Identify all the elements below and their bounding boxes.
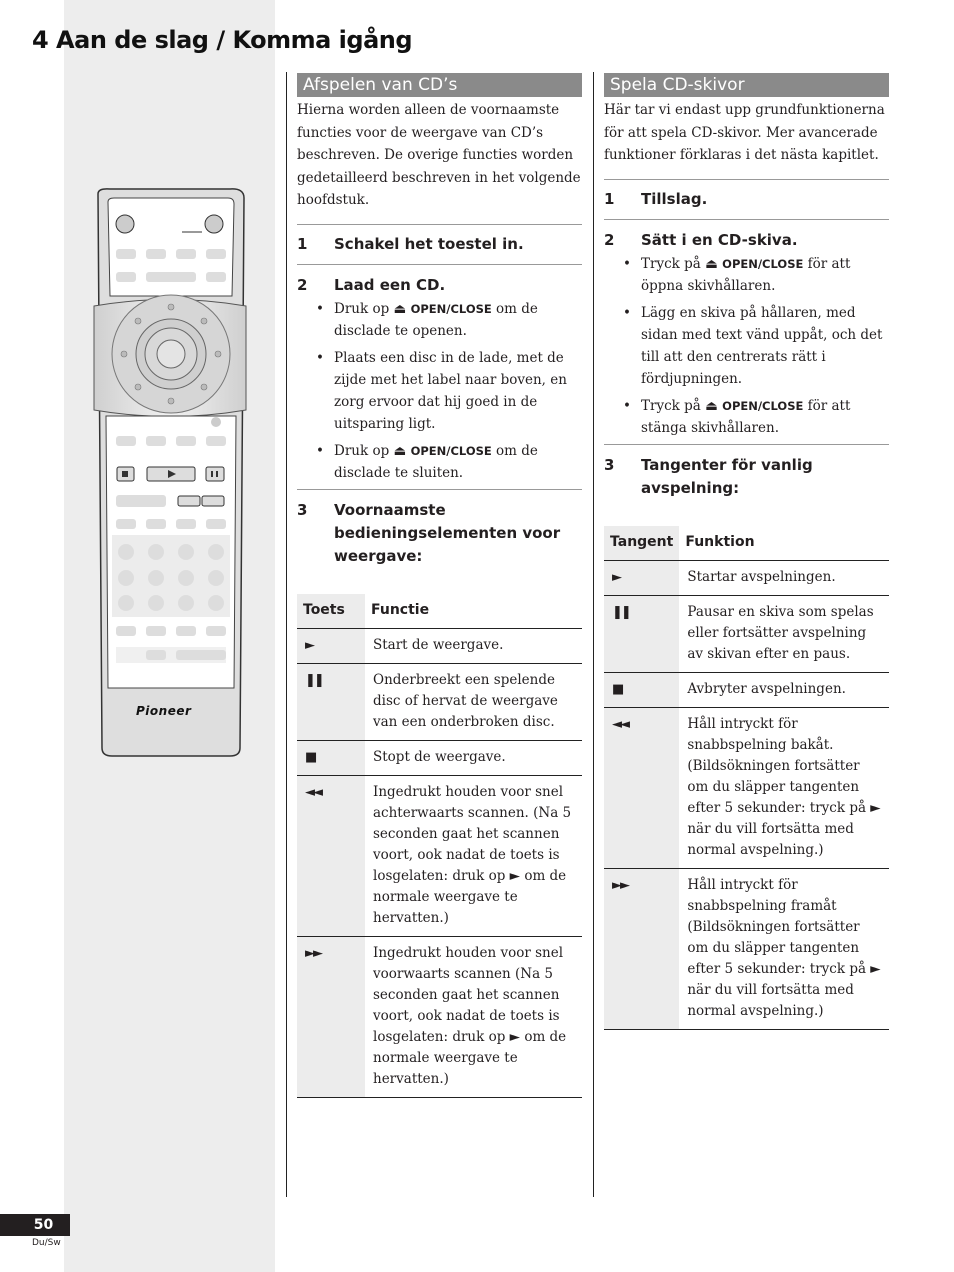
page-title: 4 Aan de slag / Komma igång — [32, 26, 413, 54]
table-header-key: Toets — [297, 594, 365, 629]
table-header-function: Funktion — [679, 526, 889, 561]
intro-text: Hierna worden alleen de voornaamste functies voor de weergave van CD’s beschreven. De overige functies worden gedetailleerd beschreven in het volgende hoofdstuk. — [297, 102, 581, 208]
list-item: • Lägg en skiva på hållaren, med sidan med text vänd uppåt, och det till att den centrerats rätt i fördjupningen. — [641, 302, 889, 390]
function-table — [297, 594, 582, 1098]
list-item: • Druk op ⏏ OPEN/CLOSE om de disclade te sluiten. — [334, 440, 582, 484]
step-1: 1 Schakel het toestel in. — [297, 234, 524, 253]
page-number: 50 — [0, 1214, 70, 1236]
list-item: • Druk op ⏏ OPEN/CLOSE om de disclade te openen. — [334, 298, 582, 342]
step-3: 3 Tangenter för vanlig avspelning: — [604, 455, 813, 497]
fast-forward-icon — [202, 496, 224, 506]
step-3: 3 Voornaamste bedieningselementen voor weergave: — [297, 500, 561, 565]
pause-icon: ❚❚ — [604, 595, 679, 672]
bullet-list — [297, 298, 582, 484]
play-icon: ► — [604, 560, 679, 595]
pioneer-logo: Pioneer — [136, 704, 192, 718]
eject-icon: ⏏ — [393, 442, 407, 459]
language-code: Du/Sw — [32, 1238, 61, 1248]
list-item: • Plaats een disc in de lade, met de zijde met het label naar boven, en zorg ervoor dat hij goed in de uitsparing ligt. — [334, 347, 582, 435]
table-row: ◄◄ Ingedrukt houden voor snel achterwaarts scannen. (Na 5 seconden gaat het scannen voort, ook nadat de toets is losgelaten: druk op ► om de normale weergave te hervatten.) — [297, 775, 582, 936]
table-row: ❚❚ Pausar en skiva som spelas eller fortsätter avspelning av skivan efter en paus. — [604, 595, 889, 672]
table-row: ►► Håll intryckt för snabbspelning framåt (Bildsökningen fortsätter om du släpper tangenten efter 5 sekunder: tryck på ► när du vill fortsätta med normal avspelning.) — [604, 868, 889, 1029]
function-table — [604, 526, 889, 1030]
intro-text: Här tar vi endast upp grundfunktionerna för att spela CD-skivor. Mer avancerade funktioner förklaras i det nästa kapitlet. — [604, 102, 885, 163]
rewind-icon: ◄◄ — [297, 775, 365, 936]
fast-forward-icon: ►► — [297, 936, 365, 1097]
step-1: 1 Tillslag. — [604, 189, 708, 208]
stop-icon: ■ — [604, 672, 679, 707]
eject-icon — [205, 215, 223, 233]
table-row: ❚❚ Onderbreekt een spelende disc of hervat de weergave van een onderbroken disc. — [297, 663, 582, 740]
table-header-function: Functie — [365, 594, 582, 629]
step-2: 2 Sätt i en CD-skiva. — [604, 230, 798, 249]
list-item: • Tryck på ⏏ OPEN/CLOSE för att öppna skivhållaren. — [641, 253, 889, 297]
remote-control-illustration — [90, 188, 252, 758]
list-item: • Tryck på ⏏ OPEN/CLOSE för att stänga skivhållaren. — [641, 395, 889, 439]
stop-icon: ■ — [297, 740, 365, 775]
power-icon — [116, 215, 134, 233]
pause-icon: ❚❚ — [297, 663, 365, 740]
bullet-list — [604, 253, 889, 439]
section-heading: Afspelen van CD’s — [297, 73, 582, 97]
pause-icon — [206, 467, 224, 481]
swedish-column — [604, 73, 889, 1030]
eject-icon: ⏏ — [705, 397, 718, 414]
rewind-icon: ◄◄ — [604, 707, 679, 868]
table-row: ■ Avbryter avspelningen. — [604, 672, 889, 707]
play-icon: ► — [297, 628, 365, 663]
eject-icon: ⏏ — [705, 255, 718, 272]
table-row: ► Startar avspelningen. — [604, 560, 889, 595]
eject-icon: ⏏ — [393, 300, 407, 317]
rewind-icon — [178, 496, 200, 506]
table-row: ►► Ingedrukt houden voor snel voorwaarts scannen (Na 5 seconden gaat het scannen voort, ook nadat de toets is losgelaten: druk op ► om de normale weergave te hervatten.) — [297, 936, 582, 1097]
section-heading: Spela CD-skivor — [604, 73, 889, 97]
step-2: 2 Laad een CD. — [297, 275, 446, 294]
table-header-key: Tangent — [604, 526, 679, 561]
fast-forward-icon: ►► — [604, 868, 679, 1029]
table-row: ■ Stopt de weergave. — [297, 740, 582, 775]
table-row: ◄◄ Håll intryckt för snabbspelning bakåt. (Bildsökningen fortsätter om du släpper tangenten efter 5 sekunder: tryck på ► när du vill fortsätta med normal avspelning.) — [604, 707, 889, 868]
table-row: ► Start de weergave. — [297, 628, 582, 663]
dutch-column — [297, 73, 582, 1098]
